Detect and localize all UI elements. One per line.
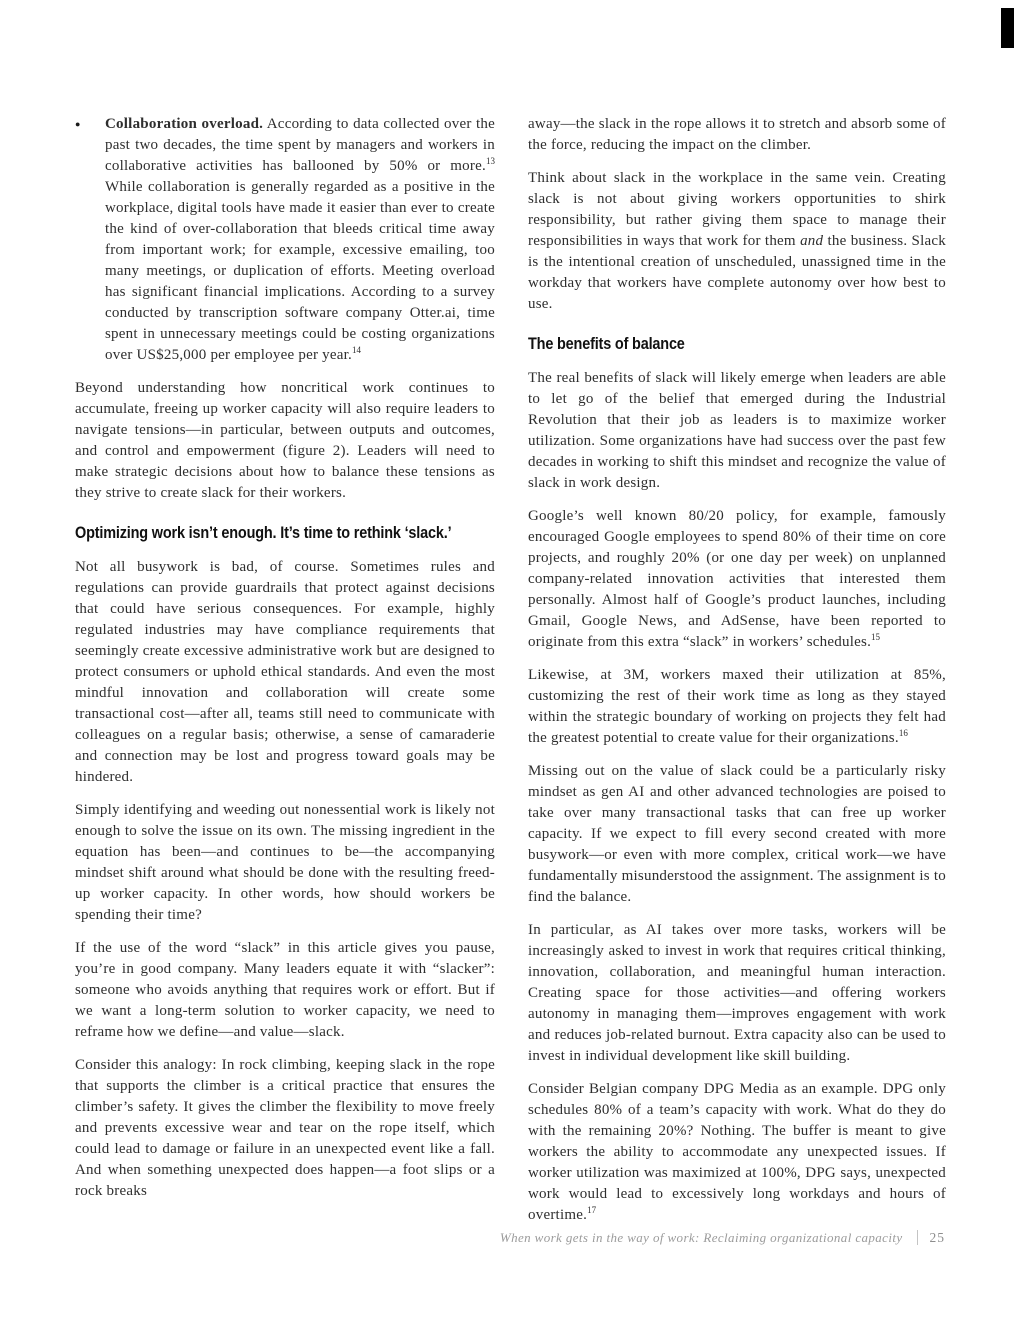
para-ai-takeover: In particular, as AI takes over more tasks, workers will be increasingly asked to invest in work that requires critical thinking, innovation, collaboration, and meaningful human interaction. Creating space for those activities—and offering workers autonomy in managing them—improves engagement with work and reduces job-related burnout. Extra capacity also can be used to invest in individual development like skill building.	[528, 922, 946, 1064]
para-rope: away—the slack in the rope allows it to stretch and absorb some of the force, reducing the impact on the climber.	[528, 116, 946, 153]
para-dpg-media: Consider Belgian company DPG Media as an example. DPG only schedules 80% of a team’s capacity with work. What do they do with the remaining 20%? Nothing. The buffer is meant to give workers the ability to accommodate any unexpected issues. If worker utilization was maximized at 100%, DPG says, unexpected work would lead to excessively long workdays and hours of overtime.$^{17}$	[528, 1081, 946, 1223]
bullet-item-collaboration-overload	[75, 114, 495, 366]
para-google: Google’s well known 80/20 policy, for example, famously encouraged Google employees to spend 80% of their time on core projects, and roughly 20% (or one day per week) on unplanned company-related innovation activities that interested them personally. Almost half of Google’s product launches, including Gmail, Google News, and AdSense, have been reported to originate from this extra “slack” in workers’ schedules.$^{15}$	[528, 508, 946, 650]
section-heading-rethink-slack: Optimizing work isn’t enough. It’s time to rethink ‘slack.’	[75, 523, 452, 542]
page-number: 25	[929, 1230, 945, 1245]
page-footer	[500, 1230, 945, 1246]
left-column	[75, 114, 495, 1214]
footer-divider	[917, 1230, 918, 1245]
bullet-text: Collaboration overload. According to data collected over the past two decades, the time spent by managers and workers in collaborative activities has ballooned by 50% or more.$^{13}$ While collaboration is generally regarded as a positive in the workplace, digital tools have made it easier than ever to create the kind of over-collaboration that bleeds critical time away from important work; for example, excessive emailing, too many meetings, or duplication of efforts. Meeting overload has significant financial implications. According to a survey conducted by transcription software company Otter.ai, time spent in unnecessary meetings could be costing organizations over US$25,000 per employee per year.$^{14}$	[105, 116, 495, 363]
para-3m: Likewise, at 3M, workers maxed their utilization at 85%, customizing the rest of their work time as long as they stayed within the strategic boundary of working on projects they felt had the greatest potential to create value for their organizations.$^{16}$	[528, 667, 946, 746]
para-missing-out: Missing out on the value of slack could be a particularly risky mindset as gen AI and other advanced technologies are poised to take over many transactional tasks that can free up worker capacity. If we expect to fill every second created with more busywork—or even with more complex, critical work—we have fundamentally misunderstood the assignment. The assignment is to find the balance.	[528, 763, 946, 905]
para-accumulate: Beyond understanding how noncritical work continues to accumulate, freeing up worker capacity will also require leaders to navigate tensions—in particular, between outputs and outcomes, and control and empowerment (figure 2). Leaders will need to make strategic decisions about how to balance these tensions as they strive to create slack for their workers.	[75, 380, 495, 501]
running-footer-title: When work gets in the way of work: Reclaiming organizational capacity	[499, 1230, 903, 1245]
page-edge-mark	[1001, 8, 1014, 48]
para-identifying: Simply identifying and weeding out nonessential work is likely not enough to solve the issue on its own. The missing ingredient in the equation has been—and continues to be—the accompanying mindset shift around what should be done with the resulting freed-up worker capacity. In other words, how should workers be spending their time?	[75, 802, 495, 923]
right-column	[528, 114, 946, 1238]
section-heading-benefits-of-balance: The benefits of balance	[528, 334, 685, 353]
bullet-icon: ●	[75, 119, 81, 129]
para-real-benefits: The real benefits of slack will likely emerge when leaders are able to let go of the belief that emerged during the Industrial Revolution that their job as leaders is to maximize worker utilization. Some organizations have had success over the past few decades in working to shift this mindset and recognize the value of slack in work design.	[528, 370, 946, 491]
para-slack-word: If the use of the word “slack” in this article gives you pause, you’re in good company. Many leaders equate it with “slacker”: someone who avoids anything that requires work or effort. But if we want a long-term solution to worker capacity, we need to reframe how we define—and value—slack.	[75, 940, 495, 1040]
para-busywork: Not all busywork is bad, of course. Sometimes rules and regulations can provide guardrails that protect against decisions that could have serious consequences. For example, highly regulated industries may have compliance requirements that seemingly create excessive administrative work but are designed to protect consumers or uphold ethical standards. And even the most mindful innovation and collaboration will create some transactional cost—after all, teams still need to communicate with colleagues on a regular basis; otherwise, a sense of camaraderie and connection may be lost and progress toward goals may be hindered.	[75, 559, 495, 785]
para-think: Think about slack in the workplace in the same vein. Creating slack is not about giving workers opportunities to shirk responsibility, but rather giving them space to manage their responsibilities in ways that work for them and the business. Slack is the intentional creation of unscheduled, unassigned time in the workday that workers have complete autonomy over how best to use.	[528, 170, 946, 312]
para-analogy: Consider this analogy: In rock climbing, keeping slack in the rope that supports the climber is a critical practice that ensures the climber’s safety. It gives the climber the flexibility to move freely and prevents excessive wear and tear on the rope itself, which could lead to damage or failure in an unexpected event like a fall. And when something unexpected does happen—a foot slips or a rock breaks	[75, 1057, 495, 1199]
